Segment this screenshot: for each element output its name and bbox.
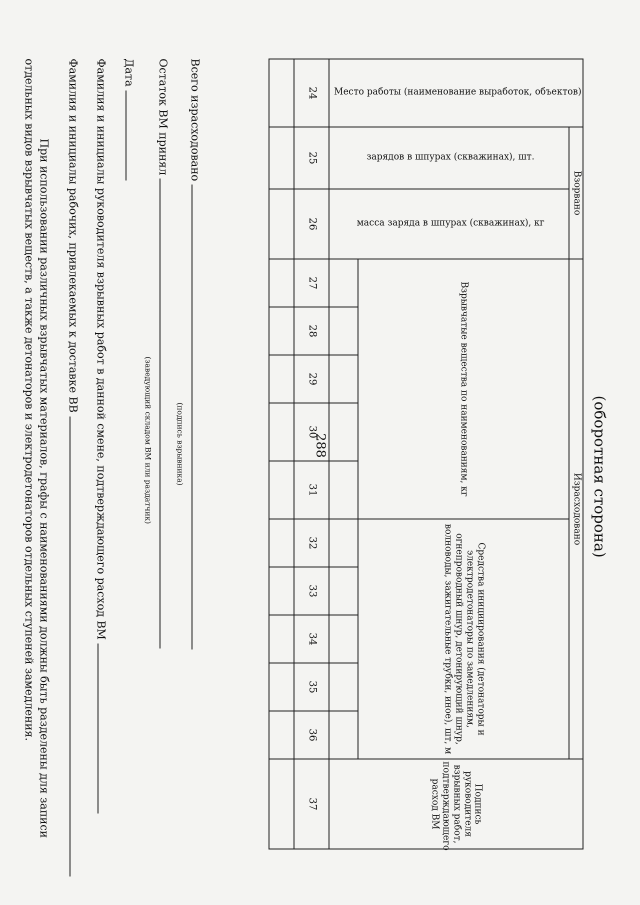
col-number: 35 xyxy=(293,663,328,711)
page-number: 288 xyxy=(312,433,328,458)
total-used-label: Всего израсходовано xyxy=(188,58,201,181)
remaining-blank[interactable] xyxy=(159,178,170,648)
supervisor-blank[interactable] xyxy=(97,643,108,813)
header-charges: зарядов в шпурах (скважинах), шт. xyxy=(328,127,568,189)
entry-cell[interactable] xyxy=(268,59,293,127)
header-row-2 xyxy=(357,59,568,849)
entry-cell[interactable] xyxy=(268,307,293,355)
col-number: 31 xyxy=(293,461,328,519)
caption-blaster: (подпись взрывника) xyxy=(175,402,184,486)
caption-warehouse: (заведующий складом ВМ или раздатчик) xyxy=(143,356,152,524)
number-row xyxy=(293,59,328,849)
workers-blank[interactable] xyxy=(69,416,80,876)
entry-cell[interactable] xyxy=(268,711,293,759)
header-blasted: Взорвано xyxy=(569,127,583,259)
col-number: 26 xyxy=(293,189,328,259)
side-title: (оборотная сторона) xyxy=(590,395,608,558)
footnote xyxy=(20,58,50,848)
entry-cell[interactable] xyxy=(268,189,293,259)
header-explosives: Взрывчатые вещества по наименованиям, кг xyxy=(357,259,568,519)
header-consumed: Израсходовано xyxy=(569,259,583,759)
entry-row xyxy=(268,59,293,849)
remaining-line xyxy=(156,58,170,648)
footnote-text: При использовании различных взрывчатых материалов, графы с наименованиями должны быть разделены для записи отдельных видов взрывчатых веществ, а также детонаторов и электродетонаторов отдельных ступеней замедления. xyxy=(22,58,50,838)
header-mass: масса заряда в шпурах (скважинах), кг xyxy=(328,189,568,259)
entry-cell[interactable] xyxy=(268,259,293,307)
date-label: Дата xyxy=(122,58,135,87)
col-number: 27 xyxy=(293,259,328,307)
header-initiation: Средства инициирования (детонаторы и электродетонаторы по замедлениям, огнепроводный шнур, детонирующий шнур, волноводы, зажигательные трубки, иное), шт, м xyxy=(357,519,568,759)
col-number: 28 xyxy=(293,307,328,355)
header-place: Место работы (наименование выработок, объектов) xyxy=(328,59,582,127)
entry-cell[interactable] xyxy=(268,355,293,403)
entry-cell[interactable] xyxy=(268,127,293,189)
entry-cell[interactable] xyxy=(268,461,293,519)
header-row-1 xyxy=(569,59,583,849)
entry-cell[interactable] xyxy=(268,663,293,711)
entry-cell[interactable] xyxy=(268,403,293,461)
total-used-blank[interactable] xyxy=(191,184,202,649)
date-blank[interactable] xyxy=(125,90,136,180)
col-number: 34 xyxy=(293,615,328,663)
remaining-label: Остаток ВМ принял xyxy=(156,58,169,175)
col-number: 30 xyxy=(293,403,328,461)
col-number: 25 xyxy=(293,127,328,189)
entry-cell[interactable] xyxy=(268,615,293,663)
col-number: 29 xyxy=(293,355,328,403)
header-signature: Подпись руководителя взрывных работ, подтверждающего расход ВМ xyxy=(328,759,582,849)
date-line xyxy=(122,58,136,180)
col-number: 36 xyxy=(293,711,328,759)
workers-label: Фамилия и инициалы рабочих, привлекаемых к доставке ВВ xyxy=(66,58,79,413)
total-used-line xyxy=(188,58,202,649)
entry-cell[interactable] xyxy=(268,519,293,567)
supervisor-line xyxy=(94,58,108,813)
col-number: 24 xyxy=(293,59,328,127)
col-number: 37 xyxy=(293,759,328,849)
workers-line xyxy=(66,58,80,876)
col-number: 33 xyxy=(293,567,328,615)
col-number: 32 xyxy=(293,519,328,567)
blast-log-table xyxy=(268,58,583,849)
supervisor-label: Фамилия и инициалы руководителя взрывных работ в данной смене, подтверждающего расход ВМ xyxy=(94,58,107,640)
entry-cell[interactable] xyxy=(268,567,293,615)
entry-cell[interactable] xyxy=(268,759,293,849)
